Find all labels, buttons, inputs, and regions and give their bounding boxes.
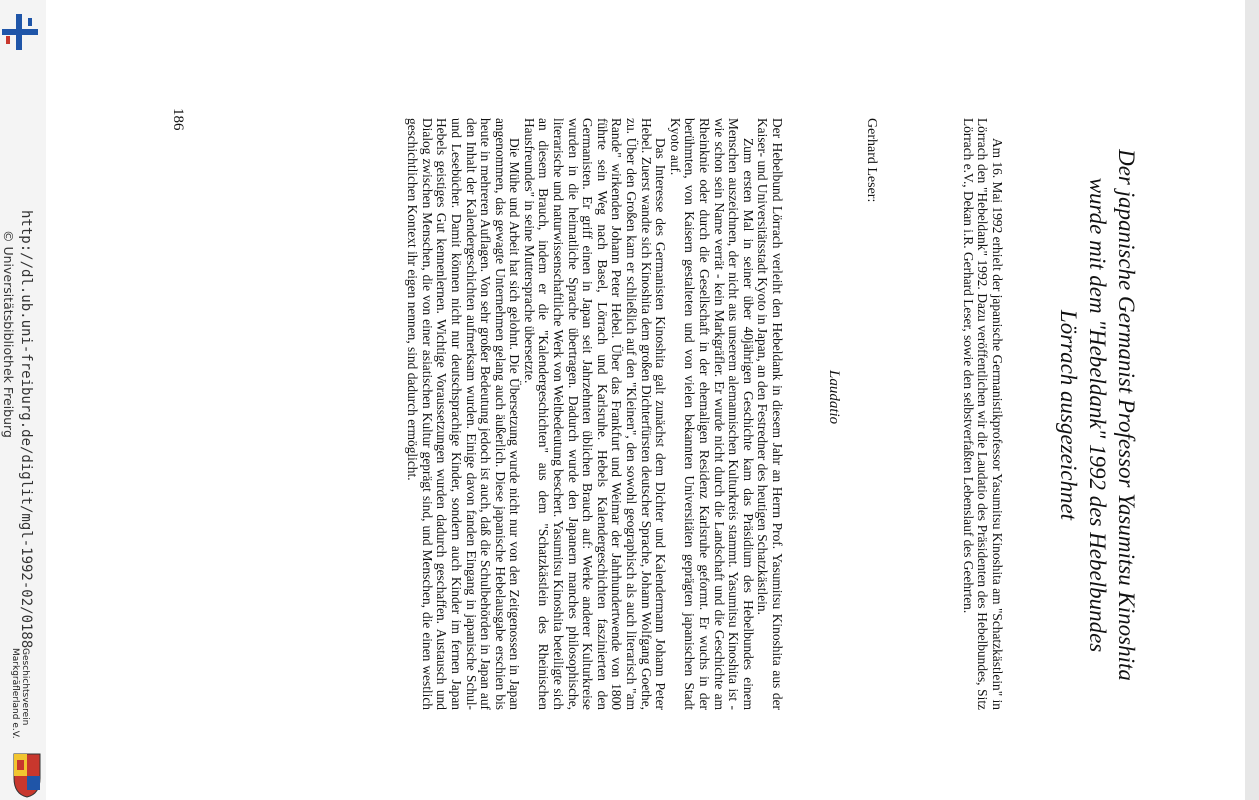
body-paragraph: Die Mühe und Arbeit hat sich gelohnt. Die Übersetzung wurde nicht nur von den Zeitgenossen in Japan angenommen, das gewagte Unternehmen gelang auch äußerlich. Diese japanische Hebelausgabe erschien bis heute in mehreren Auflagen. Von sehr großer Bedeutung jedoch ist auch, daß die Schulbehörden in Japan auf den Inhalt der Kalendergeschichten aufmerksam wurden. Einige davon fanden Eingang in japanische Schul- und Lesebücher. Damit können nicht nur deutschsprachige Kinder, sondern auch Kinder im fernen Japan Hebels geistiges Gut kennenlernen. Wichtige Voraussetzungen wurden dadurch geschaffen. Austausch und Dialog zwischen Menschen, die von einer asiatischen Kultur geprägt sind, und Menschen, die einen westlich geschichtlichen Kontext ihr eigen nennen, sind dadurch ermöglicht.	[405, 118, 523, 710]
intro-text: Am 16. Mai 1992 erhielt der japanische Germanistikprofessor Yasumitsu Kinoshita am "Schatzkästlein" in Lörrach den "Hebeldank" 1992. Dazu veröffentlichen wir die Laudatio des Präsidenten des Hebelbundes, Sitz Lörrach e.V., Dekan i.R. Gerhard Leser, sowie den selbstverfaßten Lebenslauf des Geehrten.	[960, 118, 1005, 710]
source-url[interactable]: http://dl.ub.uni-freiburg.de/diglit/mgl-1992-02/0188	[18, 210, 34, 649]
article-title	[1054, 110, 1141, 720]
publisher-name	[10, 648, 30, 739]
section-heading: Laudatio	[826, 370, 842, 425]
publisher-line-1: Geschichtsverein	[20, 648, 30, 726]
library-credit: © Universitätsbibliothek Freiburg	[1, 230, 16, 438]
body-paragraph: Das Interesse des Germanisten Kinoshita galt zunächst dem Dichter und Kalendermann Johann Peter Hebel. Zuerst wandte sich Kinoshita dem großen Dichterfürsten deutscher Sprache, Johann Wolfgang Goethe, zu. Über den Großen kam er schließlich auf den "Kleinen", den sowohl geographisch als auch literarisch "am Rande" wirkenden Johann Peter Hebel. Über das Frankfurt und Weimar der Jahrhundertwende von 1800 führte sein Weg nach Basel, Lörrach und Karlsruhe. Hebels Kalendergeschichten faszinierten den Germanisten. Er griff einen in Japan seit Jahrzehnten üblichen Brauch auf: Werke anderer Kulturkreise wurden in die heimatliche Sprache übertragen. Dadurch wurde den Japanern manches philosophische, literarische und naturwissenschaftliche Werk von Weltbedeutung beschert. Yasumitsu Kinoshita beteiligte sich an diesem Brauch, indem er die "Kalendergeschichten" aus dem "Schatzkästlein des Rheinischen Hausfreundes" in seine Muttersprache übersetzte.	[521, 118, 669, 710]
title-line-1: Der japanische Germanist Professor Yasumitsu Kinoshita	[1114, 149, 1139, 681]
title-line-2: wurde mit dem "Hebeldank" 1992 des Hebelbundes	[1085, 177, 1110, 653]
coat-of-arms-icon	[12, 752, 42, 798]
title-line-3: Lörrach ausgezeichnet	[1056, 309, 1081, 521]
intro-paragraph	[960, 118, 1004, 710]
body-paragraph: Zum ersten Mal in seiner über 40jährigen Geschichte kam das Präsidium des Hebelbundes einem Menschen auszeichnen, der nicht aus unserem alemannischen Kulturkreis stammt. Yasumitsu Kinoshita ist - wie schon sein Name verrät - kein Markgräfler. Er wurde nicht durch die Landschaft und die Geschichte am Rheinknie oder durch die Gesellschaft in der ehemaligen Residenz Karlsruhe geformt. Er wuchs in der berühmten, von Kaisern gestalteten und von vielen bekannten Universitäten geprägten japanischen Stadt Kyoto auf.	[667, 118, 756, 710]
library-logo-icon	[2, 14, 38, 50]
publisher-line-2: Markgräflerland e.V.	[10, 648, 20, 739]
page-number: 186	[170, 108, 186, 131]
body-paragraph: Der Hebelbund Lörrach verleiht den Hebeldank in diesem Jahr an Herrn Prof. Yasumitsu Kinoshita aus der Kaiser- und Universitätsstadt Kyoto in Japan, an den Festredner des heutigen Schatzkästlein.	[755, 118, 785, 710]
author-name: Gerhard Leser:	[864, 118, 879, 203]
body-text	[405, 118, 784, 710]
right-scrollbar[interactable]	[1245, 0, 1259, 800]
